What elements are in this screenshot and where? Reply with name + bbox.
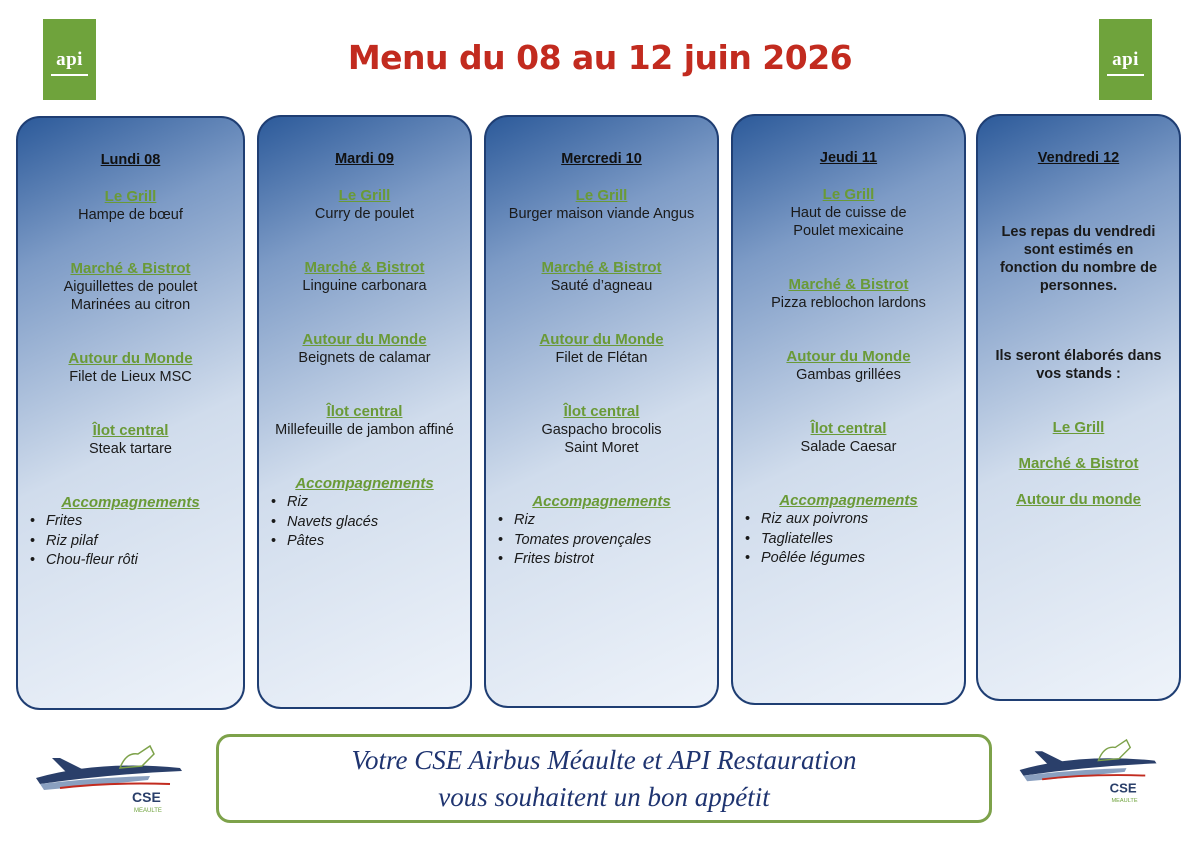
menu-section [18,188,243,224]
section-title: Autour du Monde [786,348,911,365]
accompaniments-title: Accompagnements [779,492,918,509]
list-item: • Navets glacés [287,513,470,533]
dish-line: Saint Moret [564,440,639,456]
section-title: Marché & Bistrot [70,260,191,277]
dish-line: Gambas grillées [796,367,901,383]
menu-section [733,276,964,312]
friday-stand: Autour du monde [1016,491,1141,508]
day-column-jeudi [731,114,966,705]
section-title: Marché & Bistrot [304,259,425,276]
accompaniments-title: Accompagnements [61,494,200,511]
day-heading: Lundi 08 [100,152,161,168]
friday-stand: Marché & Bistrot [1018,455,1139,472]
dish-line: Haut de cuisse de [790,205,907,221]
friday-note [988,223,1169,295]
list-item: • Chou-fleur rôti [46,551,243,571]
section-title: Autour du Monde [302,331,427,348]
list-item: • Tomates provençales [514,531,717,551]
day-heading: Mercredi 10 [561,151,642,167]
dish-line: Poulet mexicaine [793,223,904,239]
cse-logo-subtext: MEAULTE [1111,797,1138,804]
menu-section [259,331,470,367]
friday-note-line: Ils seront élaborés dans [995,348,1162,364]
menu-section [733,348,964,384]
list-item: • Frites [46,512,243,532]
list-item: • Tagliatelles [761,530,964,550]
day-column-mercredi [484,115,719,708]
api-logo-text: api [1112,48,1139,70]
menu-section [259,403,470,439]
dish-line: Pizza reblochon lardons [771,295,926,311]
section-title: Le Grill [104,188,157,205]
menu-section [486,259,717,295]
footer-line-2: vous souhaitent un bon appétit [438,781,770,812]
accompaniments-list [486,511,717,570]
menu-section [18,422,243,458]
list-item: • Riz pilaf [46,532,243,552]
dish-line: Linguine carbonara [302,278,427,294]
menu-section [486,403,717,457]
menu-section [486,187,717,223]
day-column-lundi [16,116,245,710]
menu-section [18,350,243,386]
section-title: Le Grill [822,186,875,203]
list-item: • Riz aux poivrons [761,510,964,530]
list-item: • Pâtes [287,532,470,552]
dish-line: Burger maison viande Angus [508,206,695,222]
section-title: Marché & Bistrot [541,259,662,276]
dish-line: Filet de Flétan [555,350,648,366]
day-heading: Jeudi 11 [819,150,878,166]
cse-meaulte-logo-right [1014,732,1164,806]
menu-section [733,186,964,240]
friday-note-line: vos stands : [1036,366,1121,382]
cse-logo-text: CSE [132,789,161,805]
friday-stand: Le Grill [1052,419,1105,436]
section-title: Le Grill [338,187,391,204]
day-heading: Vendredi 12 [1037,150,1120,166]
page-title: Menu du 08 au 12 juin 2026 [347,38,853,77]
section-title: Autour du Monde [539,331,664,348]
day-column-vendredi [976,114,1181,701]
list-item: • Riz [514,511,717,531]
cse-logo-text: CSE [1109,780,1137,796]
dish-line: Hampe de bœuf [78,207,183,223]
dish-line: Gaspacho brocolis [541,422,662,438]
dish-line: Aiguillettes de poulet [63,279,198,295]
api-logo-text: api [56,48,83,70]
dish-line: Salade Caesar [800,439,897,455]
section-title: Îlot central [326,403,403,420]
friday-note-line: fonction du nombre de [999,260,1158,276]
list-item: • Frites bistrot [514,550,717,570]
accompaniments-list [18,512,243,571]
friday-note-stands [988,347,1169,383]
cse-logo-subtext: MEAULTE [134,808,162,814]
accompaniments-title: Accompagnements [532,493,671,510]
section-title: Îlot central [92,422,169,439]
list-item: • Riz [287,493,470,513]
menu-section [18,260,243,314]
accompaniments-list [733,510,964,569]
cse-meaulte-logo-left [30,738,190,816]
day-column-mardi [257,115,472,709]
dish-line: Marinées au citron [70,297,191,313]
section-title: Le Grill [575,187,628,204]
menu-section [259,187,470,223]
dish-line: Millefeuille de jambon affiné [275,422,454,438]
section-title: Marché & Bistrot [788,276,909,293]
dish-line: Filet de Lieux MSC [69,369,192,385]
section-title: Autour du Monde [68,350,193,367]
friday-note-line: Les repas du vendredi [1001,224,1156,240]
dish-line: Steak tartare [88,441,172,457]
section-title: Îlot central [563,403,640,420]
day-heading: Mardi 09 [335,151,394,167]
airplane-icon [1020,740,1157,781]
footer-line-1: Votre CSE Airbus Méaulte et API Restauration [351,744,857,775]
footer-message-box [216,734,992,823]
section-title: Îlot central [810,420,887,437]
list-item: • Poêlée légumes [761,549,964,569]
friday-note-line: personnes. [1039,278,1118,294]
menu-section [486,331,717,367]
accompaniments-list [259,493,470,552]
dish-line: Beignets de calamar [298,350,431,366]
menu-section [733,420,964,456]
menu-section [259,259,470,295]
dish-line: Sauté d’agneau [550,278,653,294]
accompaniments-title: Accompagnements [295,475,434,492]
airplane-icon [36,746,182,790]
dish-line: Curry de poulet [314,206,415,222]
friday-note-line: sont estimés en [1023,242,1134,258]
